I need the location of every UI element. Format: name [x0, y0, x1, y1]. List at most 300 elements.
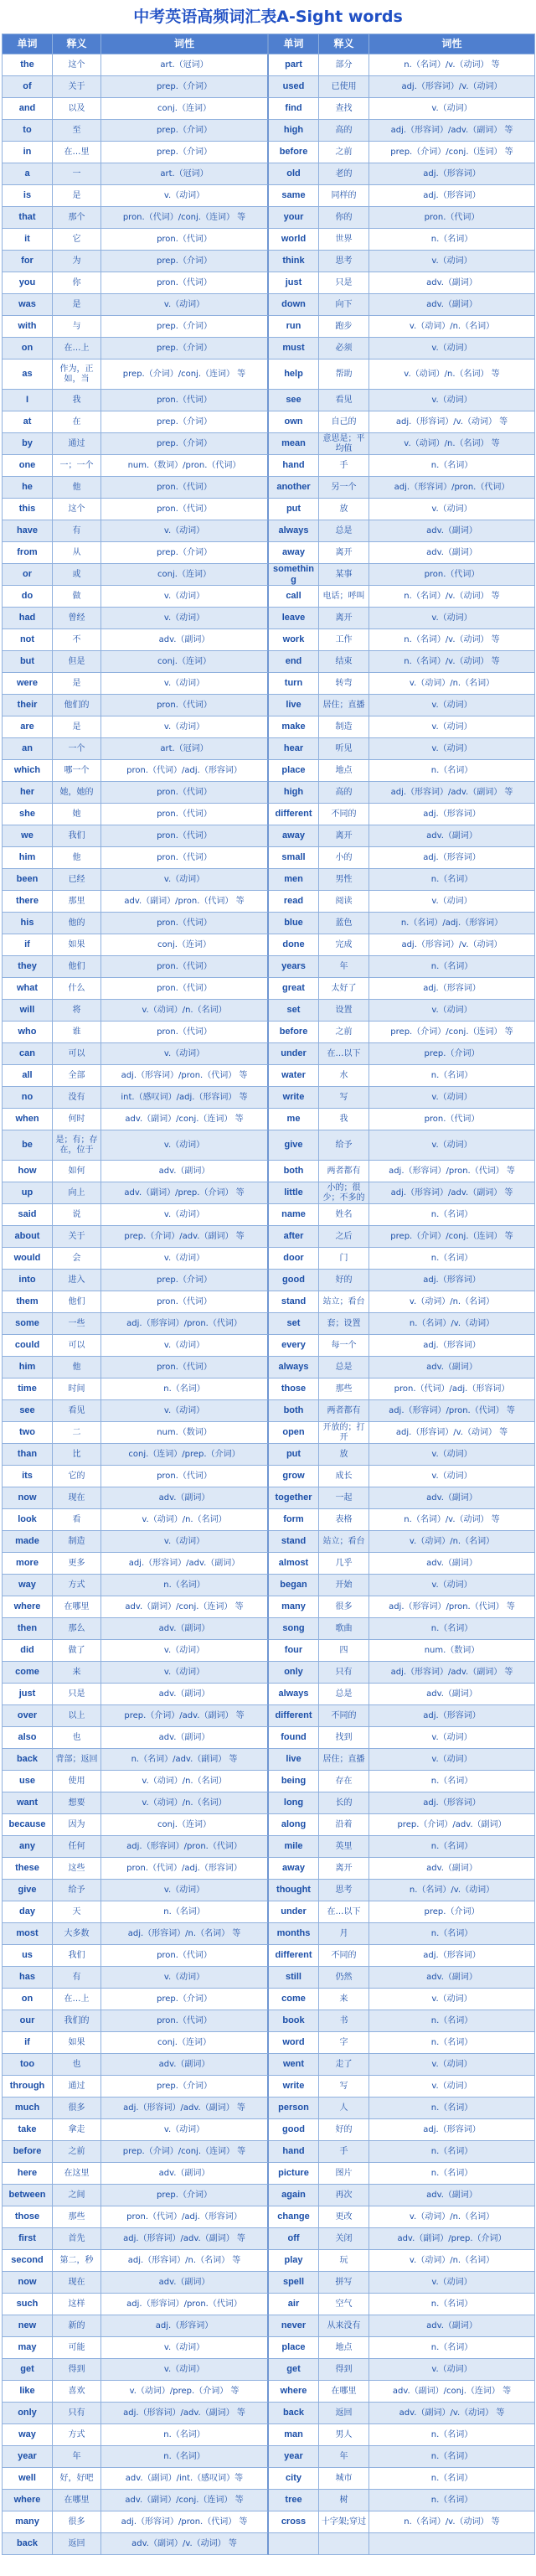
- word-cell: between: [3, 2185, 53, 2206]
- word-cell: too: [3, 2054, 53, 2076]
- table-row: [3, 2141, 535, 2163]
- word-cell: something: [269, 564, 319, 586]
- word-cell: but: [3, 651, 53, 673]
- header-meaning: 释义: [319, 34, 369, 54]
- word-cell: open: [269, 1422, 319, 1444]
- word-cell: hand: [269, 2141, 319, 2163]
- pos-cell: n.（名词）: [101, 1379, 269, 1400]
- word-cell: small: [269, 847, 319, 869]
- meaning-cell: 我: [53, 390, 101, 411]
- meaning-cell: 部分: [319, 54, 369, 76]
- meaning-cell: 结束: [319, 651, 369, 673]
- pos-cell: adv.（副词）/conj.（连词） 等: [101, 2490, 269, 2511]
- pos-cell: prep.（介词）/conj.（连词） 等: [369, 1226, 535, 1248]
- word-cell: years: [269, 956, 319, 978]
- word-cell: still: [269, 1967, 319, 1989]
- pos-cell: adv.（副词）/int.（感叹词）等: [101, 2468, 269, 2490]
- word-cell: your: [269, 207, 319, 229]
- table-row: [3, 2054, 535, 2076]
- pos-cell: n.（名词）/v.（动词） 等: [369, 586, 535, 608]
- meaning-cell: 作为，正如，当: [53, 360, 101, 390]
- word-cell: would: [3, 1248, 53, 1270]
- word-cell: stand: [269, 1291, 319, 1313]
- meaning-cell: 只有: [53, 2403, 101, 2424]
- pos-cell: adj.（形容词）: [369, 2119, 535, 2141]
- meaning-cell: 他: [53, 477, 101, 499]
- pos-cell: prep.（介词）/conj.（连词） 等: [369, 142, 535, 163]
- table-row: [3, 163, 535, 185]
- pos-cell: adj.（形容词）/adv.（副词） 等: [101, 2228, 269, 2250]
- table-row: [3, 2446, 535, 2468]
- table-row: [3, 1858, 535, 1880]
- table-row: [3, 2294, 535, 2315]
- word-cell: me: [269, 1109, 319, 1130]
- pos-cell: adj.（形容词）/n.（名词） 等: [101, 2250, 269, 2272]
- word-cell: way: [3, 2424, 53, 2446]
- meaning-cell: 好的: [319, 1270, 369, 1291]
- table-row: [3, 1130, 535, 1161]
- meaning-cell: 或: [53, 564, 101, 586]
- word-cell: can: [3, 1043, 53, 1065]
- meaning-cell: 四: [319, 1640, 369, 1662]
- meaning-cell: 已经: [53, 869, 101, 891]
- word-cell: him: [3, 1357, 53, 1379]
- word-cell: from: [3, 542, 53, 564]
- empty-cell: [269, 2533, 319, 2555]
- word-cell: turn: [269, 673, 319, 695]
- pos-cell: adv.（副词）: [369, 1967, 535, 1989]
- table-row: [3, 891, 535, 913]
- word-cell: always: [269, 1357, 319, 1379]
- pos-cell: prep.（介词）/adv.（副词） 等: [101, 1226, 269, 1248]
- meaning-cell: 大多数: [53, 1923, 101, 1945]
- word-cell: picture: [269, 2163, 319, 2185]
- table-row: [3, 2403, 535, 2424]
- meaning-cell: 门: [319, 1248, 369, 1270]
- pos-cell: adv.（副词）: [101, 2054, 269, 2076]
- pos-cell: adj.（形容词）/pron.（代词） 等: [369, 1596, 535, 1618]
- word-cell: different: [269, 1945, 319, 1967]
- pos-cell: adj.（形容词）: [369, 847, 535, 869]
- meaning-cell: 好，好吧: [53, 2468, 101, 2490]
- word-cell: more: [3, 1553, 53, 1575]
- pos-cell: v.（动词）: [369, 608, 535, 629]
- pos-cell: adv.（副词）: [369, 1487, 535, 1509]
- word-cell: old: [269, 163, 319, 185]
- meaning-cell: 做了: [53, 1640, 101, 1662]
- word-cell: where: [3, 1596, 53, 1618]
- table-row: [3, 782, 535, 804]
- meaning-cell: 完成: [319, 934, 369, 956]
- word-cell: many: [3, 2511, 53, 2533]
- word-cell: work: [269, 629, 319, 651]
- word-cell: were: [3, 673, 53, 695]
- meaning-cell: 总是: [319, 1684, 369, 1705]
- pos-cell: pron.（代词）: [101, 2010, 269, 2032]
- pos-cell: v.（动词）/n.（名词）: [369, 673, 535, 695]
- table-row: [3, 1967, 535, 1989]
- meaning-cell: 与: [53, 316, 101, 338]
- word-cell: off: [269, 2228, 319, 2250]
- table-row: [3, 433, 535, 455]
- meaning-cell: 一: [53, 163, 101, 185]
- table-row: [3, 76, 535, 98]
- pos-cell: pron.（代词）: [101, 1466, 269, 1487]
- pos-cell: prep.（介词）: [101, 2185, 269, 2206]
- pos-cell: v.（动词）: [101, 586, 269, 608]
- word-cell: also: [3, 1727, 53, 1749]
- meaning-cell: 通过: [53, 2076, 101, 2098]
- word-cell: put: [269, 1444, 319, 1466]
- pos-cell: v.（动词）: [101, 1335, 269, 1357]
- word-cell: now: [3, 1487, 53, 1509]
- meaning-cell: 在…以下: [319, 1901, 369, 1923]
- table-row: [3, 2359, 535, 2381]
- pos-cell: conj.（连词）: [101, 98, 269, 120]
- pos-cell: n.（名词）: [369, 1065, 535, 1087]
- word-cell: same: [269, 185, 319, 207]
- table-row: [3, 1771, 535, 1792]
- word-cell: just: [3, 1684, 53, 1705]
- header-word: 单词: [269, 34, 319, 54]
- meaning-cell: 因为: [53, 1814, 101, 1836]
- word-cell: blue: [269, 913, 319, 934]
- meaning-cell: 他们: [53, 956, 101, 978]
- meaning-cell: 开放的；打开: [319, 1422, 369, 1444]
- pos-cell: pron.（代词）/adj.（形容词）: [101, 760, 269, 782]
- pos-cell: adj.（形容词）: [101, 2315, 269, 2337]
- word-cell: their: [3, 695, 53, 716]
- word-cell: read: [269, 891, 319, 913]
- word-cell: call: [269, 586, 319, 608]
- table-row: [3, 564, 535, 586]
- word-cell: through: [3, 2076, 53, 2098]
- word-cell: it: [3, 229, 53, 251]
- pos-cell: v.（动词）: [101, 1880, 269, 1901]
- table-row: [3, 1814, 535, 1836]
- word-cell: these: [3, 1858, 53, 1880]
- word-cell: door: [269, 1248, 319, 1270]
- meaning-cell: 是；有；存在，位于: [53, 1130, 101, 1161]
- meaning-cell: 返回: [53, 2533, 101, 2555]
- table-row: [3, 1109, 535, 1130]
- pos-cell: pron.（代词）: [101, 913, 269, 934]
- table-row: [3, 360, 535, 390]
- pos-cell: n.（名词）: [369, 2010, 535, 2032]
- pos-cell: prep.（介词）: [101, 542, 269, 564]
- word-cell: want: [3, 1792, 53, 1814]
- meaning-cell: 之前: [319, 142, 369, 163]
- meaning-cell: 在…以下: [319, 1043, 369, 1065]
- table-row: [3, 1226, 535, 1248]
- word-cell: any: [3, 1836, 53, 1858]
- word-cell: used: [269, 76, 319, 98]
- pos-cell: prep.（介词）/conj.（连词） 等: [369, 1022, 535, 1043]
- meaning-cell: 说: [53, 1204, 101, 1226]
- pos-cell: pron.（代词）: [101, 825, 269, 847]
- meaning-cell: 谁: [53, 1022, 101, 1043]
- meaning-cell: 在…上: [53, 1989, 101, 2010]
- pos-cell: adv.（副词）: [369, 520, 535, 542]
- word-cell: been: [3, 869, 53, 891]
- table-row: [3, 2076, 535, 2098]
- word-cell: be: [3, 1130, 53, 1161]
- word-cell: did: [3, 1640, 53, 1662]
- word-cell: up: [3, 1182, 53, 1204]
- table-row: [3, 1684, 535, 1705]
- pos-cell: v.（动词）/n.（名词）: [101, 1000, 269, 1022]
- word-cell: hand: [269, 455, 319, 477]
- meaning-cell: 那么: [53, 1618, 101, 1640]
- word-cell: look: [3, 1509, 53, 1531]
- word-cell: a: [3, 163, 53, 185]
- table-row: [3, 316, 535, 338]
- table-row: [3, 251, 535, 272]
- pos-cell: pron.（代词）: [101, 978, 269, 1000]
- word-cell: most: [3, 1923, 53, 1945]
- meaning-cell: 如果: [53, 934, 101, 956]
- pos-cell: adj.（形容词）/pron.（代词） 等: [101, 2511, 269, 2533]
- meaning-cell: 跑步: [319, 316, 369, 338]
- word-cell: when: [3, 1109, 53, 1130]
- pos-cell: adv.（副词）: [369, 2315, 535, 2337]
- meaning-cell: 很多: [319, 1596, 369, 1618]
- pos-cell: conj.（连词）: [101, 564, 269, 586]
- table-row: [3, 98, 535, 120]
- meaning-cell: 字: [319, 2032, 369, 2054]
- word-cell: must: [269, 338, 319, 360]
- pos-cell: pron.（代词）: [101, 804, 269, 825]
- pos-cell: n.（名词）: [369, 2337, 535, 2359]
- pos-cell: num.（数词）: [101, 1422, 269, 1444]
- empty-cell: [369, 2533, 535, 2555]
- word-cell: what: [3, 978, 53, 1000]
- pos-cell: pron.（代词）/adj.（形容词）: [101, 2206, 269, 2228]
- table-row: [3, 1836, 535, 1858]
- word-cell: back: [269, 2403, 319, 2424]
- meaning-cell: 也: [53, 1727, 101, 1749]
- word-cell: men: [269, 869, 319, 891]
- table-row: [3, 913, 535, 934]
- pos-cell: prep.（介词）: [369, 1901, 535, 1923]
- word-cell: another: [269, 477, 319, 499]
- table-row: [3, 1291, 535, 1313]
- meaning-cell: 向下: [319, 294, 369, 316]
- pos-cell: conj.（连词）/prep.（介词）: [101, 1444, 269, 1466]
- word-cell: part: [269, 54, 319, 76]
- word-cell: high: [269, 120, 319, 142]
- header-word: 单词: [3, 34, 53, 54]
- pos-cell: adj.（形容词）/adv.（副词）: [101, 1553, 269, 1575]
- pos-cell: prep.（介词）: [101, 76, 269, 98]
- word-cell: under: [269, 1901, 319, 1923]
- meaning-cell: 你的: [319, 207, 369, 229]
- word-cell: hear: [269, 738, 319, 760]
- word-cell: began: [269, 1575, 319, 1596]
- meaning-cell: 站立；看台: [319, 1531, 369, 1553]
- meaning-cell: 表格: [319, 1509, 369, 1531]
- word-cell: year: [269, 2446, 319, 2468]
- meaning-cell: 背部；返回: [53, 1749, 101, 1771]
- table-row: [3, 1161, 535, 1182]
- pos-cell: v.（动词）/n.（名词）: [101, 1792, 269, 1814]
- table-row: [3, 2511, 535, 2533]
- word-cell: use: [3, 1771, 53, 1792]
- table-row: [3, 2424, 535, 2446]
- word-cell: the: [3, 54, 53, 76]
- pos-cell: v.（动词）: [369, 695, 535, 716]
- pos-cell: adv.（副词）: [369, 542, 535, 564]
- pos-cell: adj.（形容词）/v.（动词） 等: [369, 1422, 535, 1444]
- word-cell: away: [269, 542, 319, 564]
- pos-cell: prep.（介词）: [369, 1043, 535, 1065]
- word-cell: set: [269, 1000, 319, 1022]
- pos-cell: v.（动词）: [101, 1640, 269, 1662]
- meaning-cell: 居住；直播: [319, 1749, 369, 1771]
- word-cell: not: [3, 629, 53, 651]
- meaning-cell: 向上: [53, 1182, 101, 1204]
- pos-cell: v.（动词）: [101, 1662, 269, 1684]
- pos-cell: conj.（连词）: [101, 2032, 269, 2054]
- word-cell: is: [3, 185, 53, 207]
- meaning-cell: 写: [319, 2076, 369, 2098]
- meaning-cell: 进入: [53, 1270, 101, 1291]
- meaning-cell: 给予: [319, 1130, 369, 1161]
- word-cell: stand: [269, 1531, 319, 1553]
- pos-cell: n.（名词）/v.（动词） 等: [369, 54, 535, 76]
- meaning-cell: 很多: [53, 2511, 101, 2533]
- meaning-cell: 再次: [319, 2185, 369, 2206]
- word-cell: said: [3, 1204, 53, 1226]
- meaning-cell: 英里: [319, 1836, 369, 1858]
- word-cell: mile: [269, 1836, 319, 1858]
- pos-cell: n.（名词）: [101, 1901, 269, 1923]
- pos-cell: pron.（代词）: [369, 564, 535, 586]
- pos-cell: prep.（介词）: [101, 433, 269, 455]
- pos-cell: pron.（代词）/adj.（形容词）: [101, 1858, 269, 1880]
- meaning-cell: 之前: [53, 2141, 101, 2163]
- pos-cell: adj.（形容词）: [369, 1792, 535, 1814]
- meaning-cell: 是: [53, 716, 101, 738]
- word-cell: could: [3, 1335, 53, 1357]
- word-cell: see: [269, 390, 319, 411]
- table-row: [3, 1204, 535, 1226]
- pos-cell: adv.（副词）/conj.（连词） 等: [369, 2381, 535, 2403]
- pos-cell: prep.（介词）: [101, 316, 269, 338]
- meaning-cell: 以及: [53, 98, 101, 120]
- table-row: [3, 1400, 535, 1422]
- meaning-cell: 全部: [53, 1065, 101, 1087]
- word-cell: who: [3, 1022, 53, 1043]
- pos-cell: n.（名词）/adj.（形容词）: [369, 913, 535, 934]
- table-row: [3, 1575, 535, 1596]
- table-row: [3, 2490, 535, 2511]
- pos-cell: v.（动词）/n.（名词）: [369, 1291, 535, 1313]
- meaning-cell: 关于: [53, 76, 101, 98]
- pos-cell: adv.（副词）/prep.（介词） 等: [101, 1182, 269, 1204]
- pos-cell: adj.（形容词）/adv.（副词） 等: [369, 120, 535, 142]
- pos-cell: n.（名词）: [369, 1204, 535, 1226]
- word-cell: her: [3, 782, 53, 804]
- meaning-cell: 得到: [319, 2359, 369, 2381]
- meaning-cell: 成长: [319, 1466, 369, 1487]
- word-cell: no: [3, 1087, 53, 1109]
- meaning-cell: 他: [53, 847, 101, 869]
- table-row: [3, 2010, 535, 2032]
- word-cell: run: [269, 316, 319, 338]
- word-cell: made: [3, 1531, 53, 1553]
- table-row: [3, 956, 535, 978]
- pos-cell: adv.（副词）: [369, 1553, 535, 1575]
- word-cell: over: [3, 1705, 53, 1727]
- word-cell: first: [3, 2228, 53, 2250]
- table-row: [3, 2533, 535, 2555]
- pos-cell: n.（名词）: [369, 2424, 535, 2446]
- meaning-cell: 更改: [319, 2206, 369, 2228]
- word-cell: before: [3, 2141, 53, 2163]
- pos-cell: pron.（代词）: [101, 390, 269, 411]
- word-cell: water: [269, 1065, 319, 1087]
- meaning-cell: 设置: [319, 1000, 369, 1022]
- word-cell: there: [3, 891, 53, 913]
- pos-cell: int.（感叹词）/adj.（形容词） 等: [101, 1087, 269, 1109]
- meaning-cell: 来: [53, 1662, 101, 1684]
- meaning-cell: 现在: [53, 2272, 101, 2294]
- pos-cell: pron.（代词）: [101, 847, 269, 869]
- meaning-cell: 时间: [53, 1379, 101, 1400]
- pos-cell: v.（动词）: [369, 2359, 535, 2381]
- meaning-cell: 放: [319, 1444, 369, 1466]
- word-cell: two: [3, 1422, 53, 1444]
- word-cell: leave: [269, 608, 319, 629]
- meaning-cell: 男性: [319, 869, 369, 891]
- word-cell: his: [3, 913, 53, 934]
- meaning-cell: 有: [53, 1967, 101, 1989]
- pos-cell: prep.（介词）: [101, 142, 269, 163]
- pos-cell: pron.（代词）: [101, 1945, 269, 1967]
- meaning-cell: 在: [53, 411, 101, 433]
- word-cell: its: [3, 1466, 53, 1487]
- table-row: [3, 1065, 535, 1087]
- word-cell: take: [3, 2119, 53, 2141]
- meaning-cell: 来: [319, 1989, 369, 2010]
- word-cell: new: [3, 2315, 53, 2337]
- meaning-cell: 两者都有: [319, 1400, 369, 1422]
- word-cell: book: [269, 2010, 319, 2032]
- meaning-cell: 那些: [319, 1379, 369, 1400]
- table-row: [3, 1422, 535, 1444]
- word-cell: day: [3, 1901, 53, 1923]
- meaning-cell: 比: [53, 1444, 101, 1466]
- word-cell: both: [269, 1161, 319, 1182]
- meaning-cell: 手: [319, 455, 369, 477]
- meaning-cell: 另一个: [319, 477, 369, 499]
- word-cell: have: [3, 520, 53, 542]
- meaning-cell: 她，她的: [53, 782, 101, 804]
- meaning-cell: 思考: [319, 1880, 369, 1901]
- pos-cell: adv.（副词）: [101, 2163, 269, 2185]
- meaning-cell: 这个: [53, 54, 101, 76]
- word-cell: spell: [269, 2272, 319, 2294]
- word-cell: again: [269, 2185, 319, 2206]
- meaning-cell: 查找: [319, 98, 369, 120]
- table-row: [3, 1553, 535, 1575]
- meaning-cell: 只是: [319, 272, 369, 294]
- pos-cell: adv.（副词）: [101, 2272, 269, 2294]
- meaning-cell: 何时: [53, 1109, 101, 1130]
- meaning-cell: 空气: [319, 2294, 369, 2315]
- table-row: [3, 651, 535, 673]
